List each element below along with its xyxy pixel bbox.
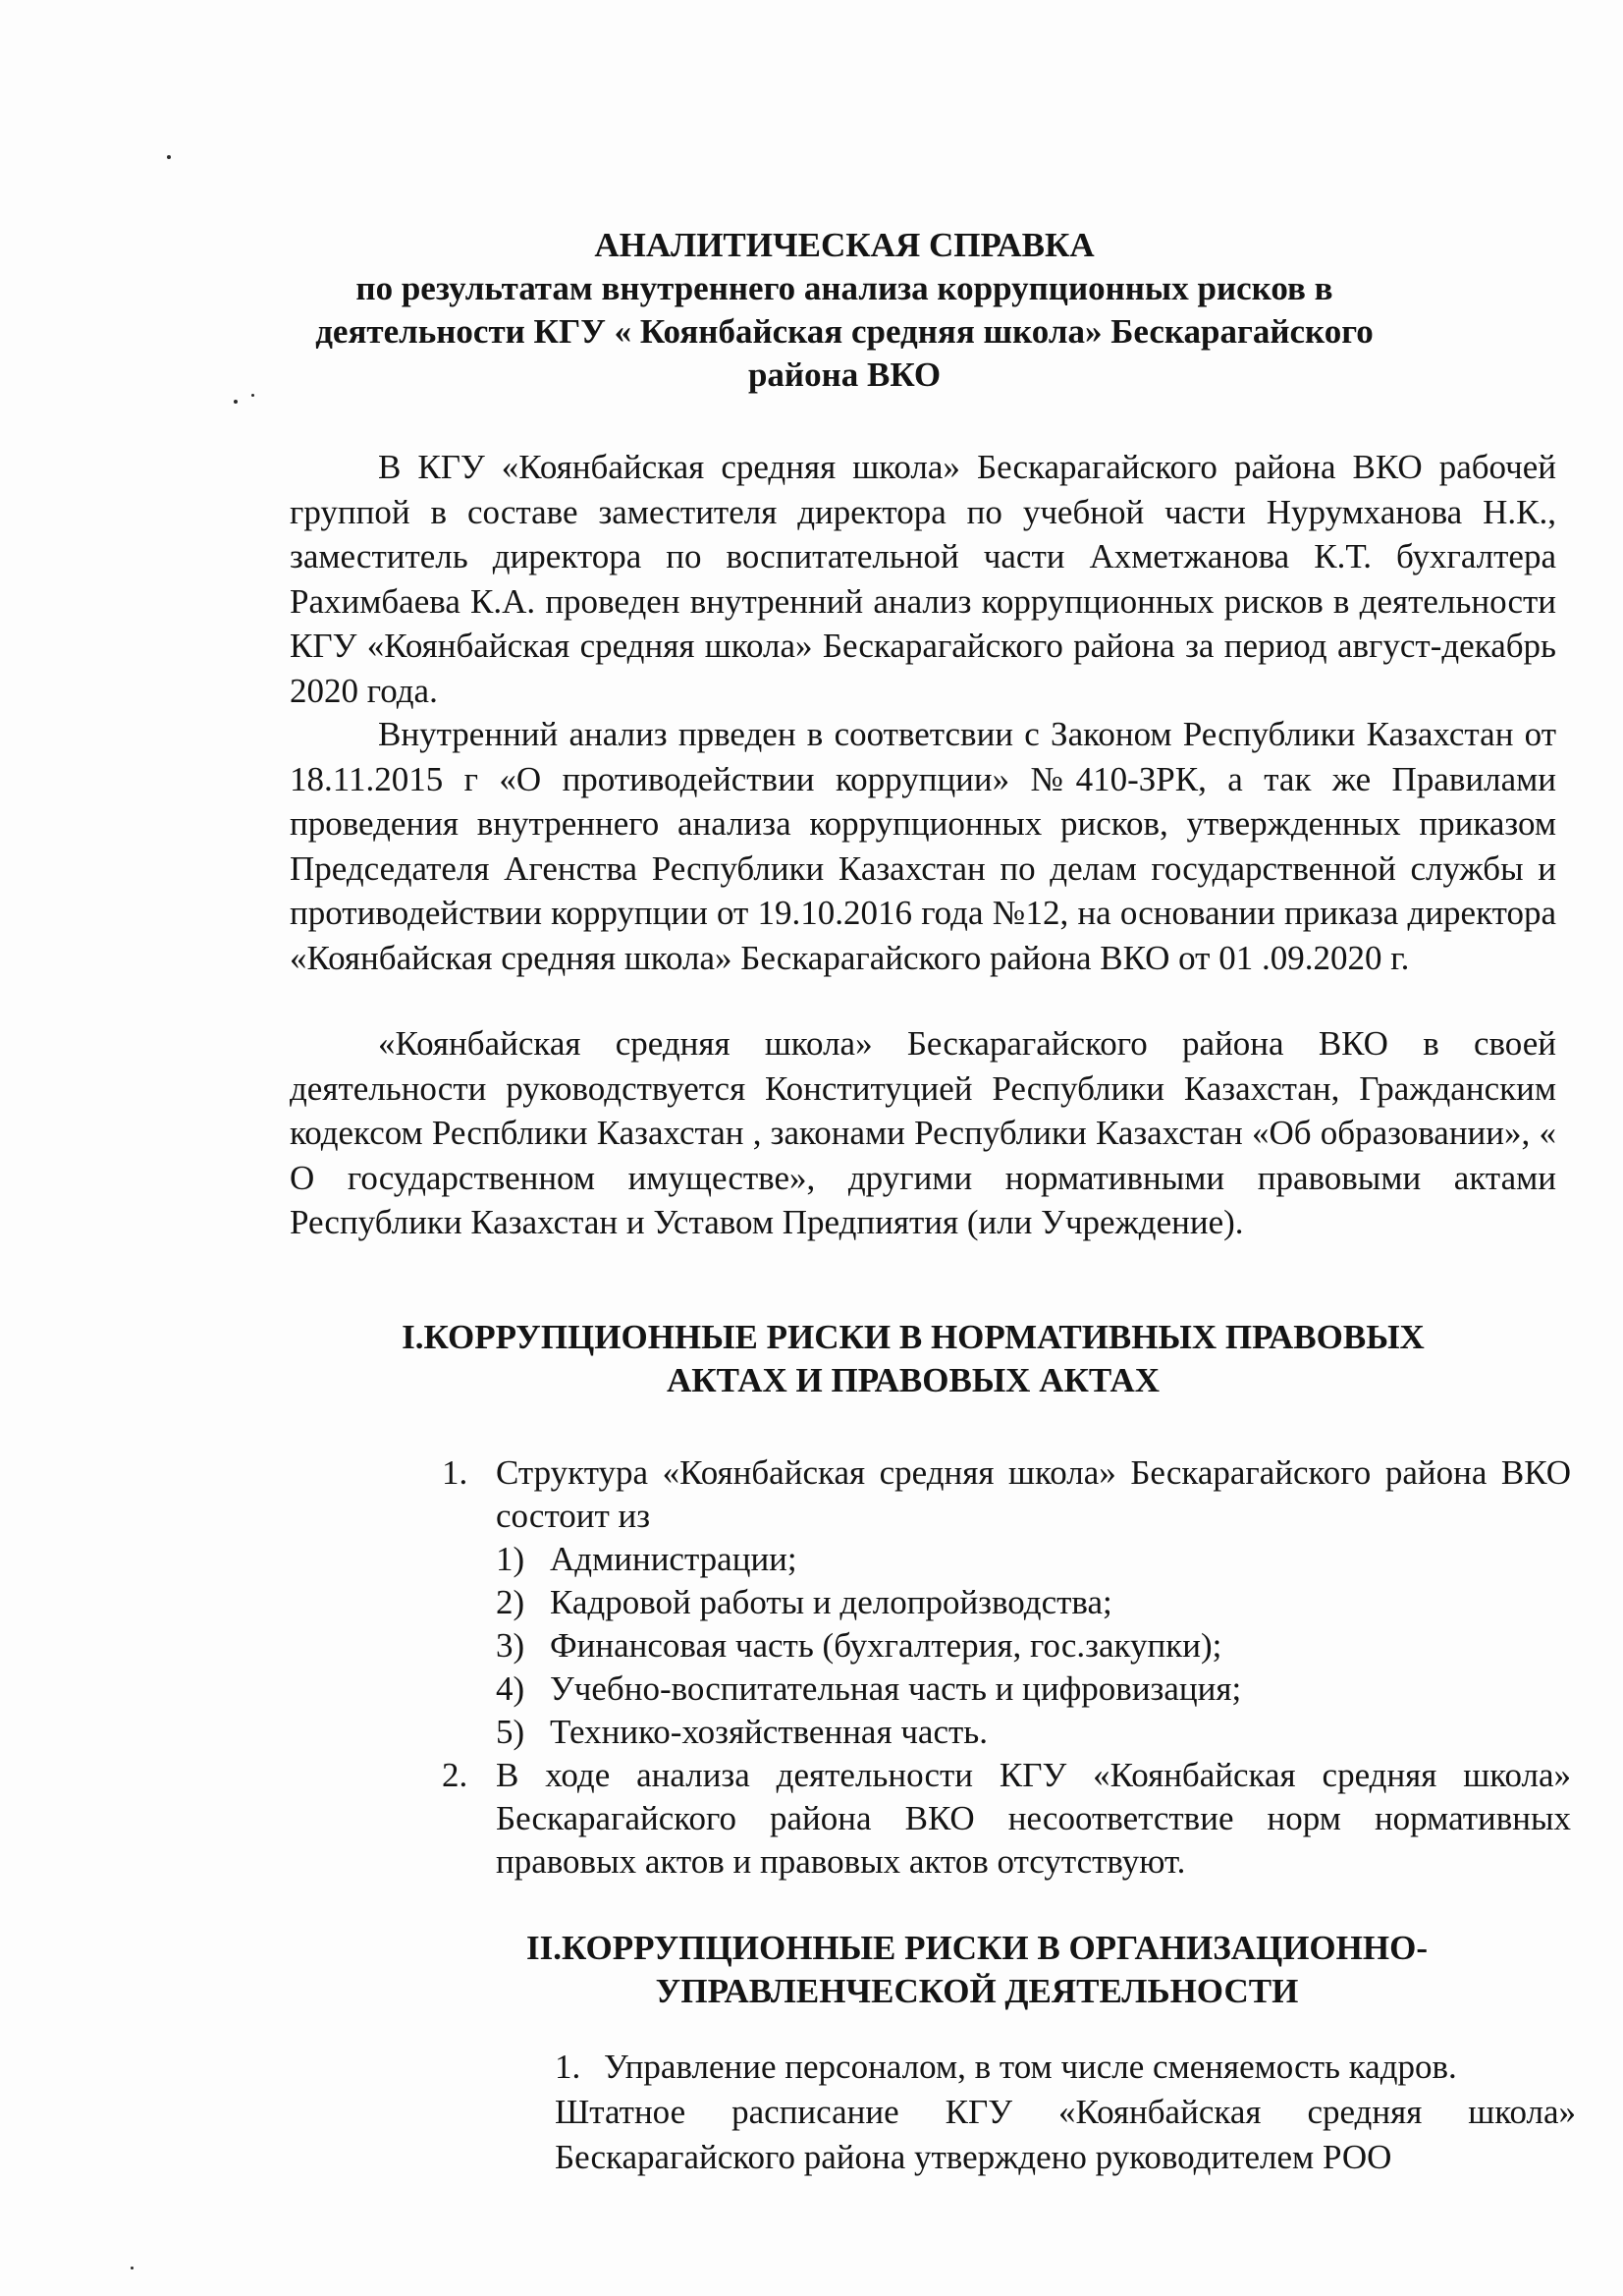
sub-list-item-text: Кадровой работы и делопройзводства; — [550, 1583, 1112, 1621]
scan-speck — [167, 155, 171, 159]
scan-speck — [131, 2267, 134, 2269]
scan-speck — [251, 394, 254, 397]
title-line-4: района ВКО — [747, 355, 942, 394]
sub-list-item-text: Администрации; — [550, 1540, 797, 1578]
list-item-text: В ходе анализа деятельности КГУ «Коянбайская средняя школа» Бескарагайского района ВКО несоответствие норм нормативных правовых актов и правовых актов отсутствуют. — [496, 1756, 1571, 1881]
section-1-heading — [324, 1316, 1502, 1402]
intro-paragraph-1: В КГУ «Коянбайская средняя школа» Бескарагайского района ВКО рабочей группой в составе заместителя директора по учебной части Нурумханова Н.К., заместитель директора по воспитательной части Ахметжанова К.Т. бухгалтера Рахимбаева К.А. проведен внутренний анализ коррупционных рисков в деятельности КГУ «Коянбайская средняя школа» Бескарагайского района за период август-декабрь 2020 года. — [290, 448, 1556, 710]
title-line-3: деятельности КГУ « Коянбайская средняя школа» Бескарагайского — [315, 312, 1374, 351]
sub-list-item-text: Учебно-воспитательная часть и цифровизация; — [550, 1669, 1242, 1708]
sub-list-item-number: 1) — [496, 1540, 525, 1578]
sub-list-item — [442, 1581, 1571, 1624]
section-2-paragraph: Штатное расписание КГУ «Коянбайская средняя школа» Бескарагайского района утверждено руководителем РОО — [555, 2093, 1576, 2176]
list-item — [555, 2045, 1576, 2090]
sub-list-item-number: 2) — [496, 1583, 525, 1621]
scan-speck — [234, 400, 238, 404]
document-title — [275, 224, 1414, 397]
sub-list-item-number: 4) — [496, 1669, 525, 1708]
list-item-text: Управление персоналом, в том числе сменяемость кадров. — [604, 2048, 1457, 2086]
sub-list-item — [442, 1538, 1571, 1581]
sub-list-item-number: 3) — [496, 1626, 525, 1665]
list-item-number: 1. — [442, 1453, 468, 1492]
sub-list-item — [442, 1624, 1571, 1667]
list-item-number: 2. — [442, 1756, 468, 1794]
sub-list-item-number: 5) — [496, 1713, 525, 1751]
section-1-heading-line-2: АКТАХ И ПРАВОВЫХ АКТАХ — [666, 1361, 1161, 1399]
list-item-number: 1. — [555, 2048, 581, 2086]
section-2-heading — [412, 1927, 1542, 2013]
intro-paragraph-3: «Коянбайская средняя школа» Бескарагайского района ВКО в своей деятельности руководствуется Конституцией Республики Казахстан, Гражданским кодексом Респблики Казахстан , законами Республики Казахстан «Об образовании», « О государственном имуществе», другими нормативными правовыми актами Республики Казахстан и Уставом Предпиятия (или Учреждение). — [290, 1024, 1556, 1241]
intro-paragraph-2: Внутренний анализ прведен в соответсвии с Законом Республики Казахстан от 18.11.2015 г «О противодействии коррупции» №410-ЗРК, а так же Правилами проведения внутреннего анализа коррупционных рисков, утвержденных приказом Председателя Агенства Республики Казахстан по делам государственной службы и противодействии коррупции от 19.10.2016 года №12, на основании приказа директора «Коянбайская средняя школа» Бескарагайского района ВКО от 01 .09.2020 г. — [290, 715, 1556, 977]
section-2-heading-line-2: УПРАВЛЕНЧЕСКОЙ ДЕЯТЕЛЬНОСТИ — [655, 1972, 1299, 2010]
sub-list-item — [442, 1667, 1571, 1711]
list-item — [442, 1451, 1571, 1538]
list-item — [442, 1754, 1571, 1884]
title-line-1: АНАЛИТИЧЕСКАЯ СПРАВКА — [594, 226, 1095, 264]
title-line-2: по результатам внутреннего анализа коррупционных рисков в — [355, 269, 1333, 307]
section-1-list — [442, 1451, 1571, 1884]
sub-list-item-text: Технико-хозяйственная часть. — [550, 1713, 988, 1751]
section-2-heading-line-1: II.КОРРУПЦИОННЫЕ РИСКИ В ОРГАНИЗАЦИОННО- — [526, 1929, 1428, 1967]
list-item-text: Структура «Коянбайская средняя школа» Бескарагайского района ВКО состоит из — [496, 1453, 1571, 1535]
sub-list-item — [442, 1711, 1571, 1754]
sub-list-item-text: Финансовая часть (бухгалтерия, гос.закупки); — [550, 1626, 1222, 1665]
section-1-heading-line-1: I.КОРРУПЦИОННЫЕ РИСКИ В НОРМАТИВНЫХ ПРАВОВЫХ — [402, 1318, 1425, 1356]
section-2-content — [555, 2045, 1576, 2180]
